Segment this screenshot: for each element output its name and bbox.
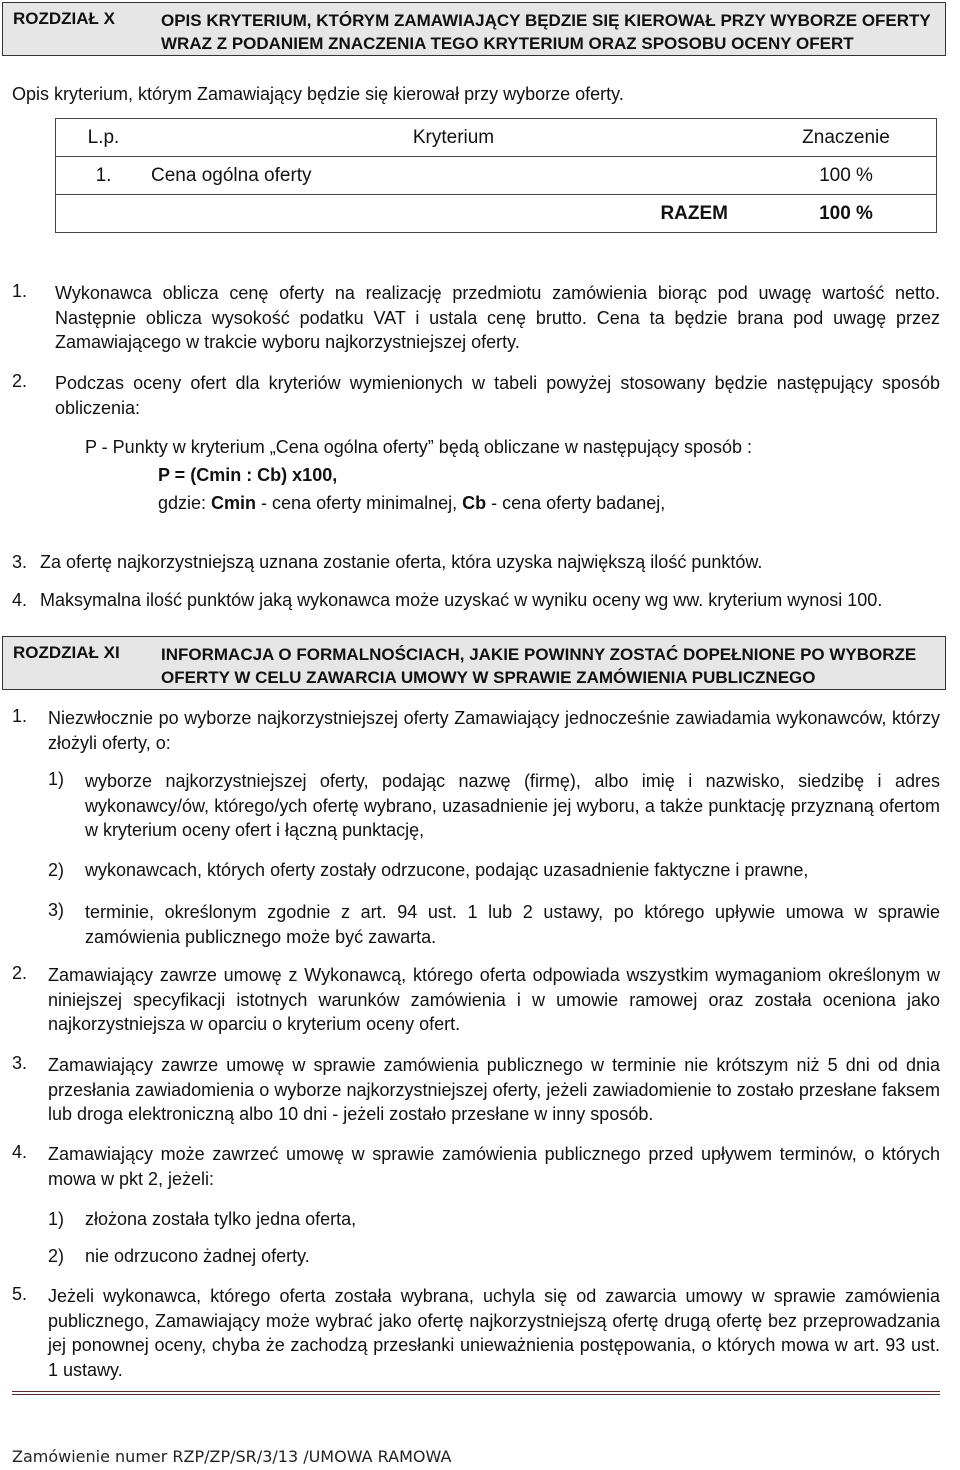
criteria-table-total — [56, 195, 937, 233]
criteria-table — [55, 118, 937, 233]
cb-symbol: Cb — [462, 493, 487, 513]
s10-p4-text: Maksymalna ilość punktów jaką wykonawca może uzyskać w wyniku oceny wg ww. kryterium wynosi 100. — [40, 590, 883, 610]
section-10-intro: Opis kryterium, którym Zamawiający będzie się kierował przy wyborze oferty. — [12, 84, 624, 104]
total-value: 100 % — [756, 195, 937, 233]
s11-p1-item2-number: 2) — [48, 860, 65, 880]
section-10-title-line2: WRAZ Z PODANIEM ZNACZENIA TEGO KRYTERIUM ORAZ SPOSOBU OCENY OFERT — [161, 34, 854, 53]
footer-divider — [12, 1391, 940, 1395]
cmin-description: - cena oferty minimalnej, — [256, 493, 463, 513]
s11-p4-item2-text: nie odrzucono żadnej oferty. — [85, 1246, 310, 1266]
cb-description: - cena oferty badanej, — [486, 493, 666, 513]
section-10-label: ROZDZIAŁ X — [13, 9, 115, 28]
col-lp-header: L.p. — [56, 119, 152, 157]
s11-p4-item1-number: 1) — [48, 1209, 65, 1229]
s11-p1-item3-number: 3) — [48, 900, 65, 920]
col-kryterium-header: Kryterium — [151, 119, 756, 157]
section-11-title-line1: INFORMACJA O FORMALNOŚCIACH, JAKIE POWINNY ZOSTAĆ DOPEŁNIONE PO WYBORZE — [161, 645, 917, 664]
section-10-title-line1: OPIS KRYTERIUM, KTÓRYM ZAMAWIAJĄCY BĘDZIE SIĘ KIEROWAŁ PRZY WYBORZE OFERTY — [161, 11, 931, 30]
s10-p4-number: 4. — [12, 590, 28, 610]
row-lp: 1. — [56, 157, 152, 195]
criteria-table-header — [56, 119, 937, 157]
s10-p3-text: Za ofertę najkorzystniejszą uznana zostanie oferta, która uzyska największą ilość punktów. — [40, 552, 763, 572]
s10-p1-text: Wykonawca oblicza cenę oferty na realizację przedmiotu zamówienia biorąc pod uwagę wartość netto. Następnie oblicza wysokość podatku VAT i ustala cenę brutto. Cena ta będzie brana pod uwagę przez Zamawiającego w trakcie wyboru najkorzystniejszej oferty. — [55, 283, 940, 352]
section-11-title-line2: OFERTY W CELU ZAWARCIA UMOWY W SPRAWIE ZAMÓWIENIA PUBLICZNEGO — [161, 668, 816, 687]
section-11-label: ROZDZIAŁ XI — [13, 643, 120, 662]
formula: P = (Cmin : Cb) x100, — [158, 465, 338, 485]
s11-p1-item3-text: terminie, określonym zgodnie z art. 94 ust. 1 lub 2 ustawy, po którego upływie umowa w sprawie zamówienia publicznego może być zawarta. — [85, 902, 940, 947]
s11-p4-item2-number: 2) — [48, 1246, 65, 1266]
formula-intro: P - Punkty w kryterium „Cena ogólna oferty” będą obliczane w następujący sposób : — [85, 437, 753, 457]
s10-p2-number: 2. — [12, 371, 28, 391]
row-weight: 100 % — [756, 157, 937, 195]
s11-p3-text: Zamawiający zawrze umowę w sprawie zamówienia publicznego w terminie nie krótszym niż 5 dni od dnia przesłania zawiadomienia o wyborze najkorzystniejszej oferty, jeżeli zawiadomienie to zostało przesłane faksem lub droga elektroniczną albo 10 dni - jeżeli zostało przesłane w inny sposób. — [48, 1055, 940, 1124]
s11-p4-number: 4. — [12, 1142, 28, 1162]
section-11-header — [2, 636, 946, 690]
row-criterion: Cena ogólna oferty — [151, 157, 756, 195]
s10-p3-number: 3. — [12, 552, 28, 572]
s11-p2-text: Zamawiający zawrze umowę z Wykonawcą, którego oferta odpowiada wszystkim wymaganiom określonym w niniejszej specyfikacji istotnych warunków zamówienia i w umowie ramowej oraz została oceniona jako najkorzystniejsza w oparciu o kryterium oceny ofert. — [48, 965, 940, 1034]
criteria-table-row — [56, 157, 937, 195]
s10-p1-number: 1. — [12, 281, 28, 301]
s11-p1-text: Niezwłocznie po wyborze najkorzystniejszej oferty Zamawiający jednocześnie zawiadamia wykonawców, którzy złożyli oferty, o: — [48, 708, 940, 753]
s11-p1-number: 1. — [12, 706, 28, 726]
s11-p2-number: 2. — [12, 963, 28, 983]
col-znaczenie-header: Znaczenie — [756, 119, 937, 157]
cmin-symbol: Cmin — [211, 493, 257, 513]
s11-p1-item1-number: 1) — [48, 769, 65, 789]
s10-p2-text: Podczas oceny ofert dla kryteriów wymienionych w tabeli powyżej stosowany będzie następujący sposób obliczenia: — [55, 373, 940, 418]
formula-legend — [158, 493, 665, 514]
section-11-title — [161, 643, 916, 689]
s11-p5-text: Jeżeli wykonawca, którego oferta została wybrana, uchyla się od zawarcia umowy w sprawie zamówienia publicznego, Zamawiający może wybrać jako ofertę najkorzystniejszą ofertę drugą ofertę bez przeprowadzania jej ponownej oceny, chyba że zachodzą przesłanki unieważnienia postępowania, o których mowa w art. 93 ust. 1 ustawy. — [48, 1286, 940, 1380]
section-10-title — [161, 9, 931, 55]
section-10-header — [2, 2, 946, 56]
total-label: RAZEM — [56, 195, 757, 233]
s11-p1-item1-text: wyborze najkorzystniejszej oferty, podając nazwę (firmę), albo imię i nazwisko, siedzibę i adres wykonawcy/ów, którego/ych ofertę wybrano, uzasadnienie jej wyboru, a także punktację przyznaną ofertom w kryterium oceny ofert i łączną punktację, — [85, 771, 940, 840]
s11-p5-number: 5. — [12, 1284, 28, 1304]
footer-order-number: Zamówienie numer RZP/ZP/SR/3/13 /UMOWA RAMOWA — [12, 1447, 452, 1466]
where-prefix: gdzie: — [158, 493, 212, 513]
s11-p3-number: 3. — [12, 1053, 28, 1073]
s11-p4-item1-text: złożona została tylko jedna oferta, — [85, 1209, 357, 1229]
s11-p4-text: Zamawiający może zawrzeć umowę w sprawie zamówienia publicznego przed upływem terminów, o których mowa w pkt 2, jeżeli: — [48, 1144, 940, 1189]
s11-p1-item2-text: wykonawcach, których oferty zostały odrzucone, podając uzasadnienie faktyczne i prawne, — [85, 860, 809, 880]
